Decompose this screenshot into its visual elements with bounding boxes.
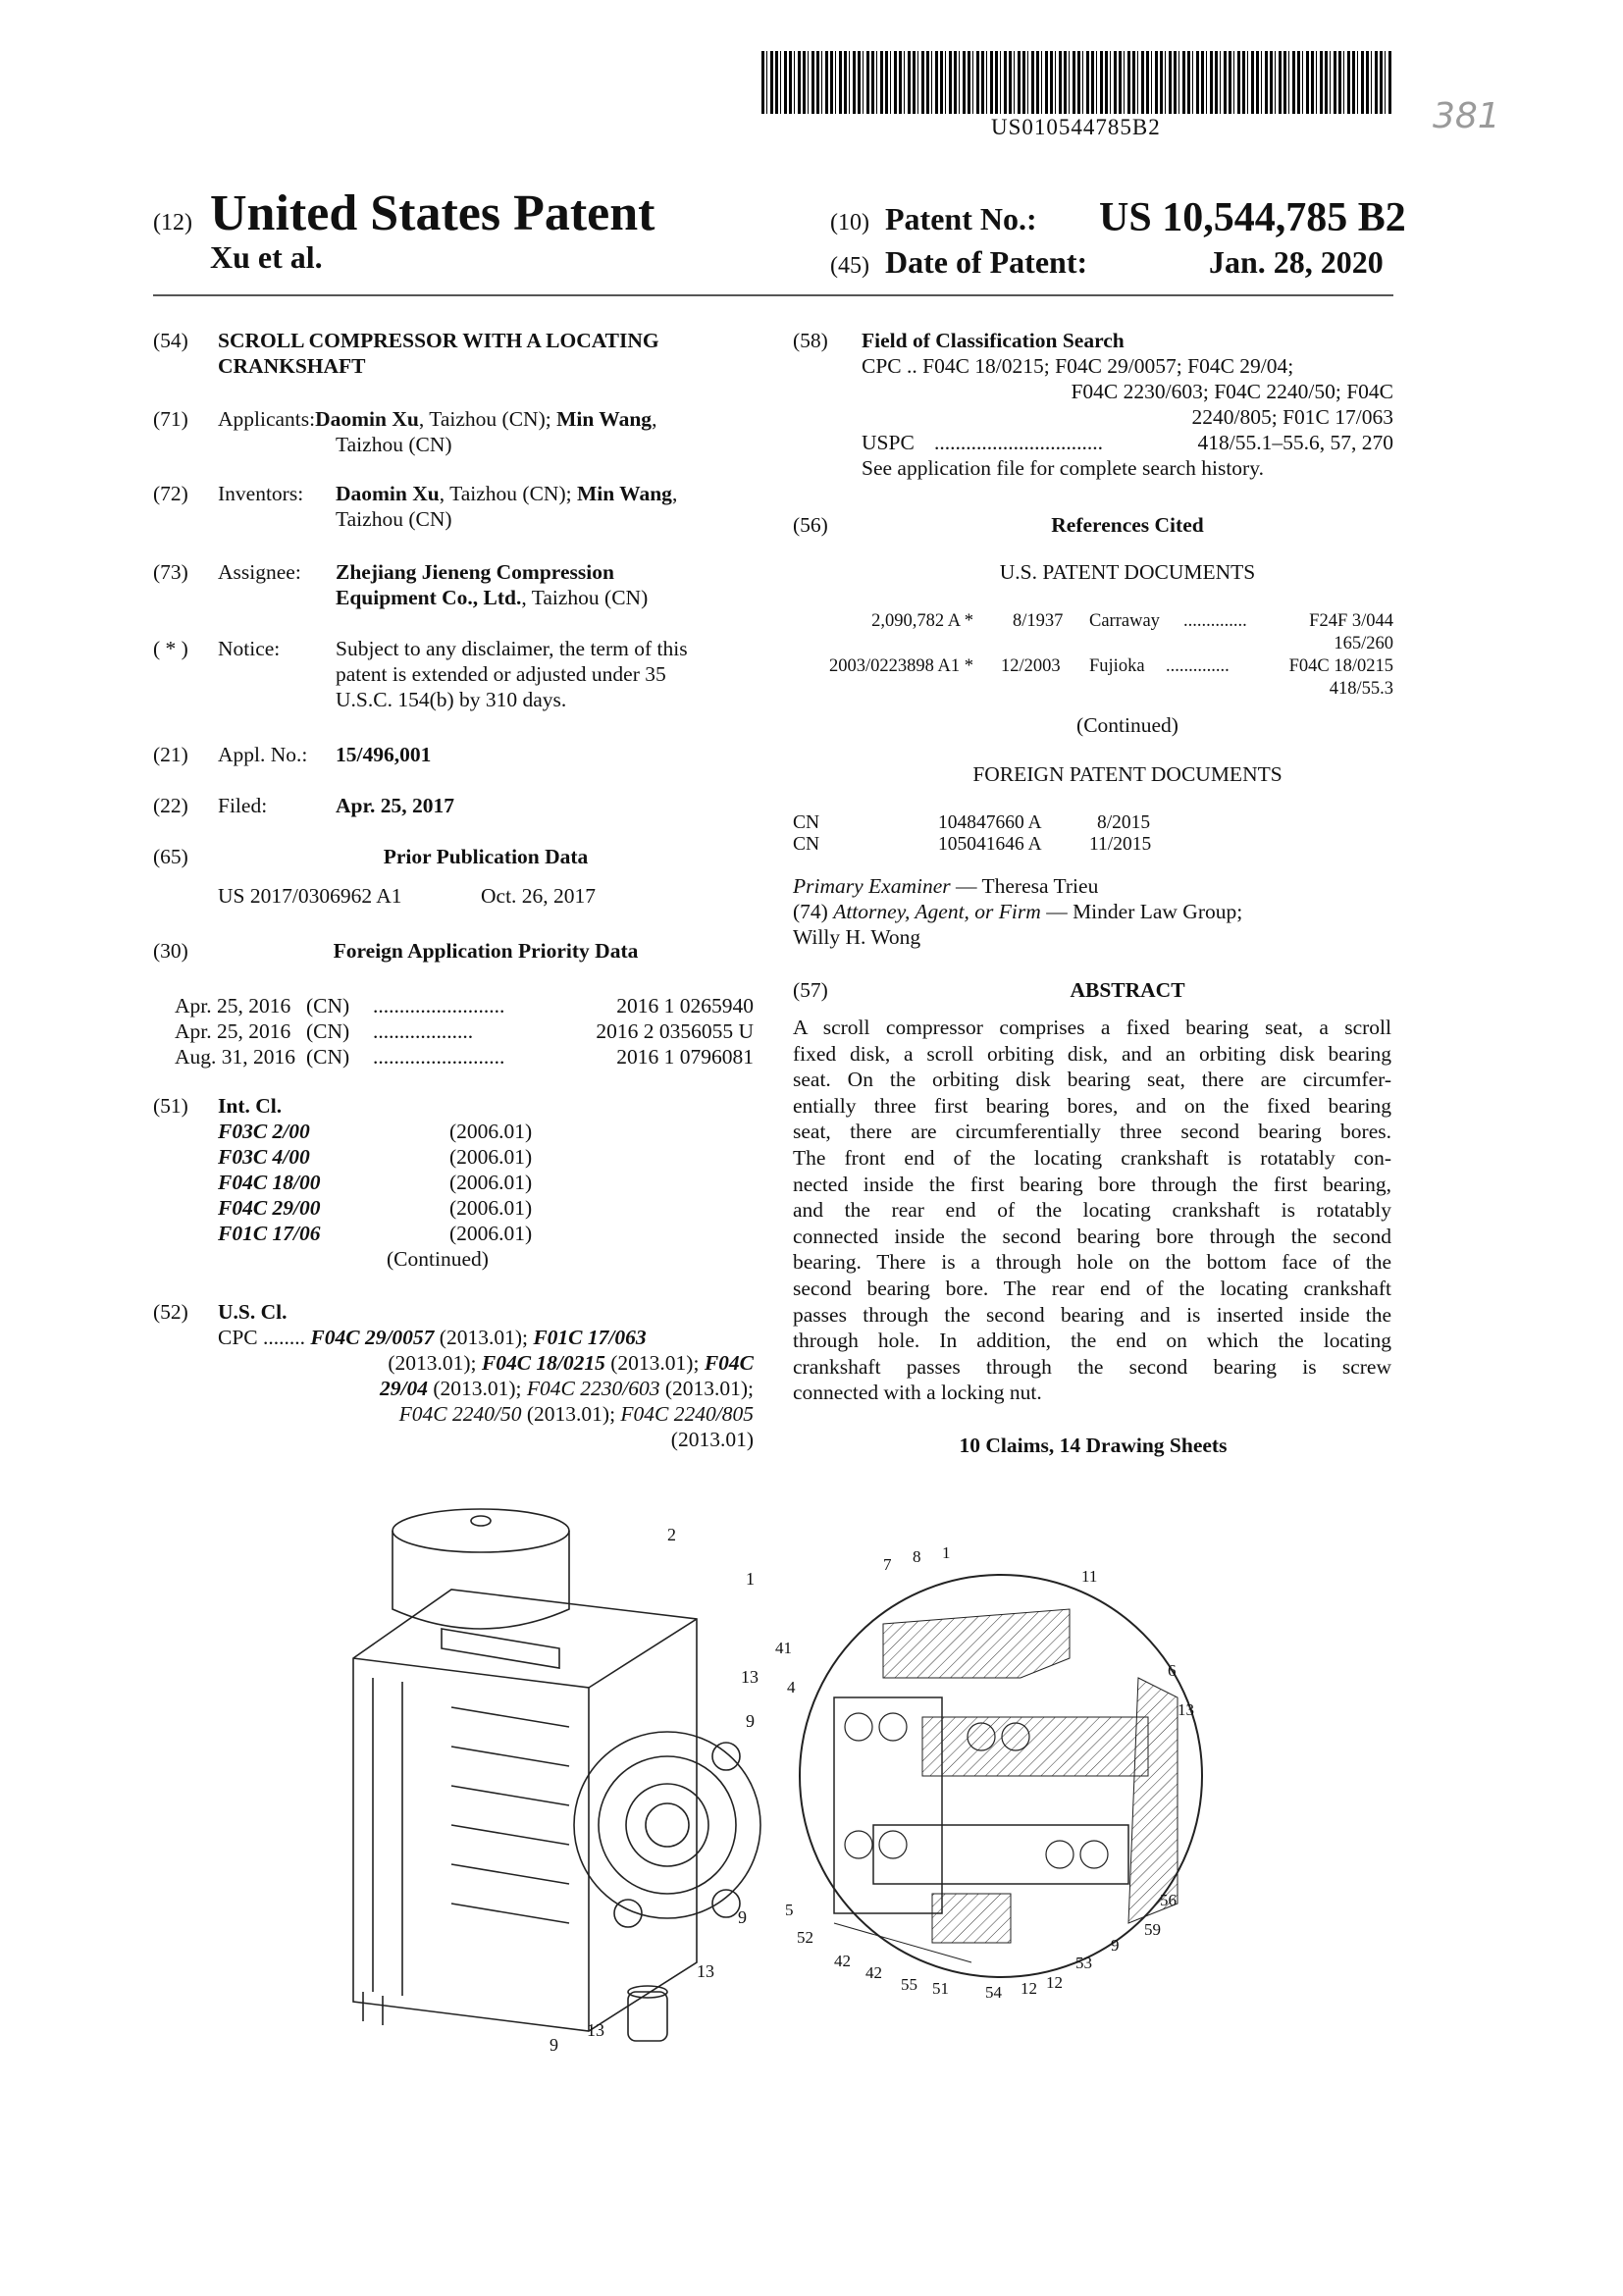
priority-row xyxy=(175,1044,754,1070)
references-heading: References Cited xyxy=(1051,513,1204,537)
ref-label: 13 xyxy=(587,2020,604,2040)
cpc-code: F04C 2240/805 xyxy=(620,1402,754,1426)
priority-country: (CN) xyxy=(306,1019,350,1043)
cpc-code: 29/04 xyxy=(379,1377,428,1400)
drawing-left-labels xyxy=(550,1525,759,2051)
cpc-version: (2013.01); xyxy=(388,1351,482,1375)
abstract-line: passes through the second bearing and is inserted inside the xyxy=(793,1302,1391,1327)
abstract-line: connected inside the second bearing bore through the second xyxy=(793,1224,1391,1248)
notice-text xyxy=(336,636,754,712)
code-74: (74) xyxy=(793,900,828,923)
ref-label: 42 xyxy=(834,1952,851,1970)
int-cl-label: Int. Cl. xyxy=(218,1094,283,1118)
abstract-heading: ABSTRACT xyxy=(1070,978,1185,1002)
abstract-line: through hole. In addition, the end on which the locating xyxy=(793,1329,1391,1353)
abstract-line: The front end of the locating crankshaft is rotatably con- xyxy=(793,1145,1391,1170)
ref-label: 1 xyxy=(942,1543,951,1562)
us-references xyxy=(793,610,1393,701)
ref-class: F24F 3/044 xyxy=(1309,611,1393,631)
abstract-line: crankshaft passes through the second bearing is screw xyxy=(793,1354,1391,1379)
int-cl-version: (2006.01) xyxy=(449,1222,533,1245)
int-cl-code: F03C 4/00 xyxy=(218,1145,310,1169)
code-73: (73) xyxy=(153,560,188,584)
uspc-dots: ................................ xyxy=(934,431,1103,454)
int-cl-list xyxy=(218,1119,754,1272)
attorney-line-1: — Minder Law Group; xyxy=(1040,900,1243,923)
code-56: (56) xyxy=(793,513,828,537)
us-cl-cpc xyxy=(218,1325,754,1452)
int-cl-code: F04C 18/00 xyxy=(218,1171,321,1194)
notice-label: Notice: xyxy=(218,637,281,660)
notice-line-2: patent is extended or adjusted under 35 xyxy=(336,662,666,686)
code-45: (45) xyxy=(830,253,869,279)
doc-type: United States Patent xyxy=(210,185,655,241)
appl-no-label: Appl. No.: xyxy=(218,743,308,766)
cpc-code: F04C 2230/603 xyxy=(526,1377,660,1400)
ref-date: 12/2003 xyxy=(1001,656,1061,676)
inventors-label: Inventors: xyxy=(218,482,304,505)
ref-label: 9 xyxy=(550,2035,558,2051)
examiner-label: Primary Examiner xyxy=(793,874,951,898)
code-54: (54) xyxy=(153,329,188,352)
inventors xyxy=(336,481,754,532)
inventor-2-tail: , xyxy=(671,482,678,505)
priority-country: (CN) xyxy=(306,1045,350,1069)
reference-row xyxy=(793,655,1393,701)
ref-label: 41 xyxy=(775,1639,792,1657)
ref-label: 13 xyxy=(1178,1700,1194,1719)
ref-label: 59 xyxy=(1144,1920,1161,1939)
assignee-label: Assignee: xyxy=(218,560,301,584)
us-docs-heading: U.S. PATENT DOCUMENTS xyxy=(999,560,1256,584)
priority-dots: ......................... xyxy=(373,994,505,1018)
abstract-line: nected inside the first bearing bore through the first bearing, xyxy=(793,1172,1391,1196)
foreign-country: CN xyxy=(793,834,820,855)
foreign-number: 104847660 A xyxy=(938,812,1042,833)
code-22: (22) xyxy=(153,794,188,817)
ref-label: 2 xyxy=(667,1525,676,1544)
prior-pub-number: US 2017/0306962 A1 xyxy=(218,884,402,908)
field-heading: Field of Classification Search xyxy=(862,329,1125,352)
applicant-1: Daomin Xu xyxy=(315,407,419,431)
priority-date: Apr. 25, 2016 xyxy=(175,1019,291,1043)
inventor-2: Min Wang xyxy=(576,482,672,505)
ref-label: 1 xyxy=(746,1569,755,1589)
code-57: (57) xyxy=(793,978,828,1002)
cpc-code: F04C xyxy=(704,1351,754,1375)
appl-no: 15/496,001 xyxy=(336,743,432,766)
code-12: (12) xyxy=(153,210,192,235)
ref-class: F04C 18/0215 xyxy=(1288,656,1393,676)
ref-dots: .............. xyxy=(1183,611,1247,631)
ref-label: 9 xyxy=(746,1711,755,1731)
ref-label: 4 xyxy=(787,1678,796,1696)
priority-row xyxy=(175,993,754,1018)
drawing-crankshaft-section xyxy=(775,1531,1207,2021)
code-star: ( * ) xyxy=(153,637,188,660)
barcode-text: US010544785B2 xyxy=(991,115,1161,139)
int-cl-code: F04C 29/00 xyxy=(218,1196,321,1220)
abstract-line: A scroll compressor comprises a fixed bearing seat, a scroll xyxy=(793,1016,1391,1039)
ref-label: 56 xyxy=(1160,1891,1177,1909)
abstract-line: seat. On the orbiting disk bearing seat, there are circumfer- xyxy=(793,1068,1391,1092)
int-cl-version: (2006.01) xyxy=(449,1120,533,1143)
code-52: (52) xyxy=(153,1300,188,1324)
applicant-2-tail: , xyxy=(652,407,657,431)
int-cl-code: F01C 17/06 xyxy=(218,1222,321,1245)
abstract-line: entially three first bearing bores, and on the fixed bearing xyxy=(793,1093,1391,1118)
prior-pub-heading: Prior Publication Data xyxy=(383,845,589,868)
applicant-2: Min Wang xyxy=(556,407,653,431)
ref-dots: .............. xyxy=(1166,656,1230,676)
ref-class-2: 165/260 xyxy=(1334,634,1393,653)
int-cl-continued: (Continued) xyxy=(387,1247,489,1271)
ref-label: 13 xyxy=(697,1961,714,1981)
cpc-version: (2013.01) xyxy=(670,1428,754,1451)
patent-no-label: Patent No.: xyxy=(885,201,1037,236)
inventor-1-loc: , Taizhou (CN); xyxy=(439,482,577,505)
abstract-text xyxy=(793,1015,1391,1406)
foreign-row xyxy=(793,812,1393,834)
cpc-version: (2013.01); xyxy=(427,1377,527,1400)
assignee-line-1: Zhejiang Jieneng Compression xyxy=(336,560,614,584)
foreign-number: 105041646 A xyxy=(938,834,1042,855)
foreign-date: 8/2015 xyxy=(1097,812,1151,833)
title-line-2: CRANKSHAFT xyxy=(218,354,366,378)
date-of-patent: Jan. 28, 2020 xyxy=(1209,244,1384,280)
ref-name: Fujioka xyxy=(1089,656,1145,676)
cpc-version: (2013.01); xyxy=(434,1326,534,1349)
ref-class-2: 418/55.3 xyxy=(1329,679,1393,699)
ref-label: 42 xyxy=(865,1963,882,1982)
ref-label: 54 xyxy=(985,1983,1002,2002)
priority-date: Apr. 25, 2016 xyxy=(175,994,291,1018)
assignee-line-2-bold: Equipment Co., Ltd. xyxy=(336,586,522,609)
priority-number: 2016 2 0356055 U xyxy=(596,1019,754,1043)
int-cl-row xyxy=(218,1195,754,1221)
field-cpc-line-2: F04C 2230/603; F04C 2240/50; F04C xyxy=(1071,380,1393,403)
ref-label: 6 xyxy=(1168,1661,1177,1680)
ref-number: 2,090,782 A * xyxy=(871,611,973,631)
abstract-line: connected with a locking nut. xyxy=(793,1381,1042,1405)
ref-label: 53 xyxy=(1075,1954,1092,1972)
cpc-code: F01C 17/063 xyxy=(533,1326,647,1349)
int-cl-row xyxy=(218,1221,754,1246)
code-72: (72) xyxy=(153,482,188,505)
reference-row xyxy=(793,610,1393,655)
foreign-priority-heading: Foreign Application Priority Data xyxy=(333,939,639,963)
section-body xyxy=(800,1575,1202,1977)
code-71: (71) xyxy=(153,407,188,431)
applicants-label: Applicants: xyxy=(218,407,316,431)
foreign-row xyxy=(793,834,1393,856)
code-65: (65) xyxy=(153,845,188,868)
assignee-line-2: , Taizhou (CN) xyxy=(521,586,649,609)
applicant-2-loc: Taizhou (CN) xyxy=(336,433,452,456)
patent-title xyxy=(218,328,659,379)
foreign-country: CN xyxy=(793,812,820,833)
ref-label: 9 xyxy=(738,1907,747,1927)
ref-label: 12 xyxy=(1021,1979,1037,1998)
int-cl-row xyxy=(218,1170,754,1195)
int-cl-row xyxy=(218,1144,754,1170)
field-cpc-line-1: CPC .. F04C 18/0215; F04C 29/0057; F04C 29/04; xyxy=(862,354,1294,378)
inventor-2-loc: Taizhou (CN) xyxy=(336,507,452,531)
filed-date: Apr. 25, 2017 xyxy=(336,794,455,817)
cpc-code: F04C 2240/50 xyxy=(398,1402,522,1426)
code-58: (58) xyxy=(793,329,828,352)
notice-line-3: U.S.C. 154(b) by 310 days. xyxy=(336,688,567,711)
priority-date: Aug. 31, 2016 xyxy=(175,1045,296,1069)
priority-dots: ......................... xyxy=(373,1045,505,1069)
barcode xyxy=(761,51,1393,114)
applicant-1-loc: , Taizhou (CN); xyxy=(418,407,557,431)
ref-label: 55 xyxy=(901,1975,917,1994)
prior-pub-date: Oct. 26, 2017 xyxy=(481,884,597,908)
title-line-1: SCROLL COMPRESSOR WITH A LOCATING xyxy=(218,329,659,352)
drawing-compressor-perspective xyxy=(334,1501,805,2051)
inventor-1: Daomin Xu xyxy=(336,482,440,505)
ref-date: 8/1937 xyxy=(1013,611,1064,631)
priority-list xyxy=(175,993,754,1070)
abstract-line: seat, there are circumferentially three second bearing bores. xyxy=(793,1120,1391,1144)
abstract-line: second bearing bore. The rear end of the locating crankshaft xyxy=(793,1276,1391,1300)
ref-label: 11 xyxy=(1081,1567,1098,1586)
code-21: (21) xyxy=(153,743,188,766)
patent-number: US 10,544,785 B2 xyxy=(1099,195,1406,240)
priority-country: (CN) xyxy=(306,994,350,1018)
filed-label: Filed: xyxy=(218,794,268,817)
ref-label: 8 xyxy=(913,1547,921,1566)
cpc-version: (2013.01); xyxy=(521,1402,621,1426)
cpc-version: (2013.01); xyxy=(604,1351,705,1375)
cpc-label: CPC ........ xyxy=(218,1326,306,1349)
field-cpc-line-3: 2240/805; F01C 17/063 xyxy=(1191,405,1393,429)
foreign-references xyxy=(793,812,1393,856)
int-cl-row xyxy=(218,1119,754,1144)
ref-label: 5 xyxy=(785,1901,794,1919)
notice-line-1: Subject to any disclaimer, the term of this xyxy=(336,637,688,660)
ref-number: 2003/0223898 A1 * xyxy=(829,656,973,676)
foreign-date: 11/2015 xyxy=(1089,834,1152,855)
ref-label: 13 xyxy=(741,1667,759,1687)
see-application: See application file for complete search history. xyxy=(862,456,1264,480)
applicants xyxy=(218,406,754,457)
priority-number: 2016 1 0265940 xyxy=(616,994,754,1018)
int-cl-version: (2006.01) xyxy=(449,1196,533,1220)
code-51: (51) xyxy=(153,1094,188,1118)
priority-number: 2016 1 0796081 xyxy=(616,1045,754,1069)
code-30: (30) xyxy=(153,939,188,963)
ref-name: Carraway xyxy=(1089,611,1160,631)
int-cl-version: (2006.01) xyxy=(449,1145,533,1169)
cpc-code: F04C 29/0057 xyxy=(310,1326,435,1349)
abstract-line: and the rear end of the locating crankshaft is rotatably xyxy=(793,1198,1391,1223)
ref-label: 52 xyxy=(797,1928,813,1947)
handwritten-note: 381 xyxy=(1433,96,1500,136)
abstract-line: fixed disk, a scroll orbiting disk, and an orbiting disk bearing xyxy=(793,1041,1391,1066)
uspc-label: USPC xyxy=(862,431,915,454)
priority-row xyxy=(175,1018,754,1044)
claims-summary: 10 Claims, 14 Drawing Sheets xyxy=(959,1434,1228,1457)
int-cl-code: F03C 2/00 xyxy=(218,1120,310,1143)
uspc-value: 418/55.1–55.6, 57, 270 xyxy=(1197,431,1393,454)
header-divider xyxy=(153,294,1393,296)
abstract-line: bearing. There is a through hole on the bottom face of the xyxy=(793,1250,1391,1275)
examiner-name: — Theresa Trieu xyxy=(950,874,1099,898)
ref-label: 9 xyxy=(1111,1936,1120,1955)
ref-label: 12 xyxy=(1046,1973,1063,1992)
int-cl-version: (2006.01) xyxy=(449,1171,533,1194)
foreign-docs-heading: FOREIGN PATENT DOCUMENTS xyxy=(972,762,1283,786)
refs-continued: (Continued) xyxy=(1076,713,1178,737)
inventors-short: Xu et al. xyxy=(210,239,323,275)
ref-label: 7 xyxy=(883,1555,892,1574)
examiner-block xyxy=(793,873,1393,950)
attorney-label: Attorney, Agent, or Firm xyxy=(833,900,1041,923)
attorney-line-2: Willy H. Wong xyxy=(793,925,921,949)
code-10: (10) xyxy=(830,210,869,235)
cpc-version: (2013.01); xyxy=(659,1377,754,1400)
date-label: Date of Patent: xyxy=(885,244,1088,280)
ref-label: 51 xyxy=(932,1979,949,1998)
us-cl-label: U.S. Cl. xyxy=(218,1300,288,1324)
field-of-search xyxy=(862,328,1393,481)
assignee xyxy=(336,559,754,610)
priority-dots: ................... xyxy=(373,1019,474,1043)
cpc-code: F04C 18/0215 xyxy=(481,1351,605,1375)
